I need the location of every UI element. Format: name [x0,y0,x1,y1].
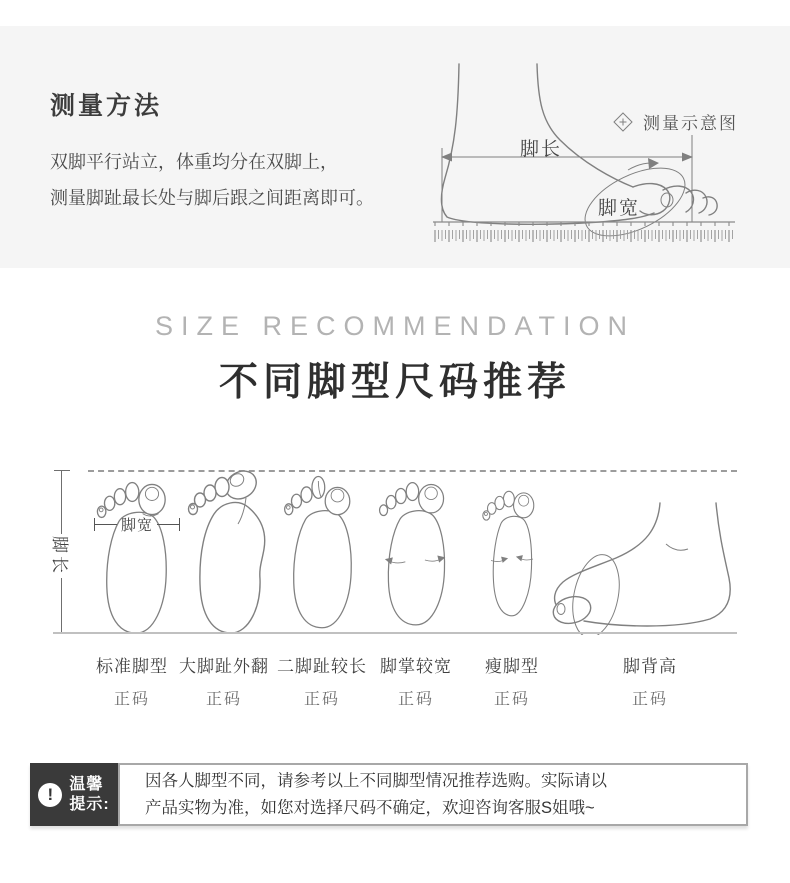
section-title-measure: 测量方法 [50,92,163,120]
foot-width-measure-label: 脚宽 [121,517,154,534]
footprint-slim-icon [477,468,547,636]
axis-line-top [61,470,62,534]
footprint-wide-icon [376,468,456,636]
foot-width-label: 脚宽 [598,198,641,219]
foot-type-label-high-instep [580,652,720,709]
footprint-standard-icon [92,476,180,636]
notice-label [69,775,109,815]
notice-text [118,763,748,826]
foot-type-name: 瘦脚型 [485,657,539,676]
notice-header [30,763,118,826]
foot-type-name: 标准脚型 [96,657,168,676]
notice-label-line1: 温馨 [69,775,104,793]
measure-instruction-line1: 双脚平行站立，体重均分在双脚上， [50,152,338,172]
measure-right-line [157,524,179,525]
ground-line [53,632,737,634]
foot-type-size: 正码 [631,691,668,708]
notice-text-line1: 因各人脚型不同，请参考以上不同脚型情况推荐选购。实际请以 [145,771,607,790]
foot-type-size: 正码 [397,691,434,708]
notice-box [30,763,748,826]
foot-type-name: 脚掌较宽 [380,657,452,676]
vertical-foot-length-label: 脚长 [50,536,70,576]
size-recommendation-eyebrow: SIZE RECOMMENDATION [154,311,635,341]
foot-width-measure [94,514,180,535]
exclamation-icon: ! [38,783,62,807]
foot-high-instep-icon [548,500,736,635]
measure-left-line [95,524,117,525]
foot-type-size: 正码 [303,691,340,708]
footprint-long-second-toe-icon [281,470,363,636]
size-recommendation-title: 不同脚型尺码推荐 [218,361,571,404]
foot-type-name: 二脚趾较长 [277,657,367,676]
measure-instruction-line2: 测量脚趾最长处与脚后跟之间距离即可。 [50,188,374,208]
measure-right-tick [179,518,180,531]
foot-type-name: 脚背高 [623,657,677,676]
foot-type-size: 正码 [113,691,150,708]
diagram-caption: 测量示意图 [643,114,738,133]
measure-instructions [50,144,374,216]
notice-label-line2: 提示: [69,795,110,813]
footprint-valgus-icon [186,466,276,636]
foot-type-size: 正码 [493,691,530,708]
foot-measure-diagram [420,30,750,245]
foot-type-name: 大脚趾外翻 [179,657,269,676]
foot-type-label-slim [442,652,582,709]
foot-type-size: 正码 [205,691,242,708]
axis-top-cap [54,470,70,471]
foot-length-label: 脚长 [520,139,563,160]
axis-line-bottom [61,578,62,632]
notice-text-line2: 产品实物为准，如您对选择尺码不确定，欢迎咨询客服S姐哦~ [145,798,595,817]
